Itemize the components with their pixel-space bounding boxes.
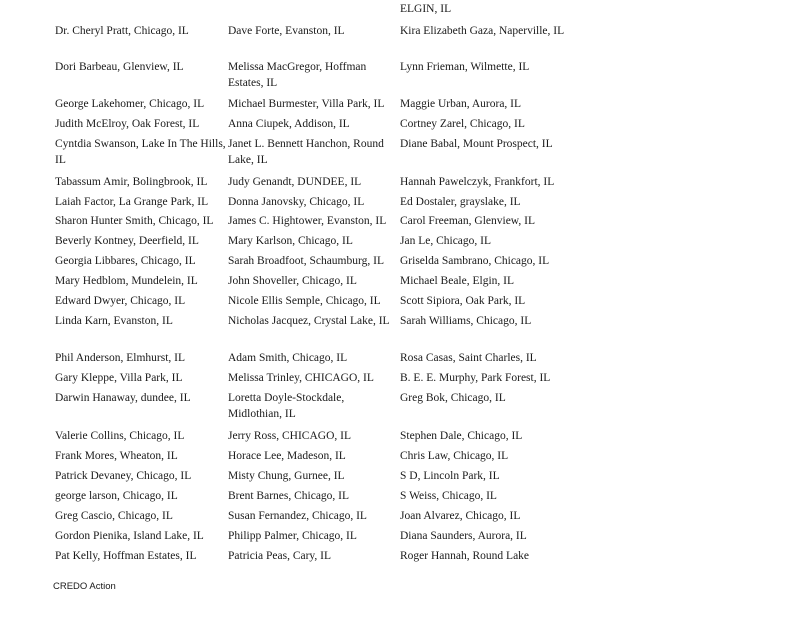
signer-entry: Nicholas Jacquez, Crystal Lake, IL (228, 315, 390, 327)
signer-entry: Phil Anderson, Elmhurst, IL (55, 352, 186, 364)
signer-entry: Michael Beale, Elgin, IL (400, 275, 515, 287)
signer-entry: Cyntdia Swanson, Lake In The Hills, IL (55, 138, 226, 166)
signer-entry: Dori Barbeau, Glenview, IL (55, 61, 184, 73)
signer-entry: Rosa Casas, Saint Charles, IL (400, 352, 537, 364)
signer-entry: Jerry Ross, CHICAGO, IL (228, 430, 351, 442)
signer-entry: Edward Dwyer, Chicago, IL (55, 295, 186, 307)
signer-entry: Pat Kelly, Hoffman Estates, IL (55, 550, 197, 562)
signer-entry: Frank Mores, Wheaton, IL (55, 450, 178, 462)
signer-entry: Adam Smith, Chicago, IL (228, 352, 348, 364)
signer-entry: ELGIN, IL (400, 3, 452, 15)
signer-entry: Philipp Palmer, Chicago, IL (228, 530, 357, 542)
signer-entry: S Weiss, Chicago, IL (400, 490, 497, 502)
signer-entry: Griselda Sambrano, Chicago, IL (400, 255, 550, 267)
signer-entry: Patrick Devaney, Chicago, IL (55, 470, 192, 482)
signer-entry: Nicole Ellis Semple, Chicago, IL (228, 295, 381, 307)
signer-entry: Valerie Collins, Chicago, IL (55, 430, 185, 442)
signer-entry: Ed Dostaler, grayslake, IL (400, 196, 521, 208)
signer-entry: Georgia Libbares, Chicago, IL (55, 255, 196, 267)
signer-entry: Melissa Trinley, CHICAGO, IL (228, 372, 374, 384)
signer-entry: Carol Freeman, Glenview, IL (400, 215, 535, 227)
signer-entry: Donna Janovsky, Chicago, IL (228, 196, 365, 208)
signer-entry: Mary Hedblom, Mundelein, IL (55, 275, 198, 287)
signer-entry: Melissa MacGregor, Hoffman Estates, IL (228, 61, 367, 89)
signer-entry: Anna Ciupek, Addison, IL (228, 118, 350, 130)
signer-entry: Misty Chung, Gurnee, IL (228, 470, 345, 482)
signer-entry: Patricia Peas, Cary, IL (228, 550, 332, 562)
signer-entry: Jan Le, Chicago, IL (400, 235, 492, 247)
signer-entry: Stephen Dale, Chicago, IL (400, 430, 523, 442)
signer-entry: Loretta Doyle-Stockdale, Midlothian, IL (228, 392, 345, 420)
signer-entry: Scott Sipiora, Oak Park, IL (400, 295, 526, 307)
signer-entry: George Lakehomer, Chicago, IL (55, 98, 205, 110)
signer-entry: Sarah Williams, Chicago, IL (400, 315, 532, 327)
signer-entry: Tabassum Amir, Bolingbrook, IL (55, 176, 208, 188)
signer-entry: Greg Cascio, Chicago, IL (55, 510, 173, 522)
signer-entry: george larson, Chicago, IL (55, 490, 178, 502)
signer-entry: Joan Alvarez, Chicago, IL (400, 510, 521, 522)
signer-entry: B. E. E. Murphy, Park Forest, IL (400, 372, 551, 384)
signer-entry: Gordon Pienika, Island Lake, IL (55, 530, 204, 542)
signer-entry: John Shoveller, Chicago, IL (228, 275, 357, 287)
signer-entry: Laiah Factor, La Grange Park, IL (55, 196, 209, 208)
signer-entry: Mary Karlson, Chicago, IL (228, 235, 353, 247)
signer-entry: Michael Burmester, Villa Park, IL (228, 98, 385, 110)
signer-entry: Chris Law, Chicago, IL (400, 450, 509, 462)
signer-entry: Diane Babal, Mount Prospect, IL (400, 138, 553, 150)
signer-entry: Lynn Frieman, Wilmette, IL (400, 61, 530, 73)
signer-entry: Maggie Urban, Aurora, IL (400, 98, 522, 110)
signer-entry: Linda Karn, Evanston, IL (55, 315, 173, 327)
page-footer: CREDO Action (53, 581, 116, 592)
signer-entry: Beverly Kontney, Deerfield, IL (55, 235, 199, 247)
signer-entry: Dave Forte, Evanston, IL (228, 25, 345, 37)
signer-entry: S D, Lincoln Park, IL (400, 470, 500, 482)
signer-entry: Diana Saunders, Aurora, IL (400, 530, 527, 542)
signer-entry: James C. Hightower, Evanston, IL (228, 215, 387, 227)
signer-entry: Greg Bok, Chicago, IL (400, 392, 506, 404)
signer-entry: Dr. Cheryl Pratt, Chicago, IL (55, 25, 189, 37)
signer-entry: Janet L. Bennett Hanchon, Round Lake, IL (228, 138, 384, 166)
signer-entry: Brent Barnes, Chicago, IL (228, 490, 350, 502)
signer-entry: Judith McElroy, Oak Forest, IL (55, 118, 200, 130)
signer-entry: Cortney Zarel, Chicago, IL (400, 118, 525, 130)
signer-entry: Gary Kleppe, Villa Park, IL (55, 372, 183, 384)
signer-entry: Horace Lee, Madeson, IL (228, 450, 346, 462)
signer-entry: Susan Fernandez, Chicago, IL (228, 510, 367, 522)
signer-entry: Darwin Hanaway, dundee, IL (55, 392, 191, 404)
signer-entry: Roger Hannah, Round Lake (400, 550, 530, 562)
signer-entry: Hannah Pawelczyk, Frankfort, IL (400, 176, 555, 188)
signer-entry: Sarah Broadfoot, Schaumburg, IL (228, 255, 384, 267)
signer-entry: Sharon Hunter Smith, Chicago, IL (55, 215, 214, 227)
signer-entry: Judy Genandt, DUNDEE, IL (228, 176, 362, 188)
signer-entry: Kira Elizabeth Gaza, Naperville, IL (400, 25, 565, 37)
